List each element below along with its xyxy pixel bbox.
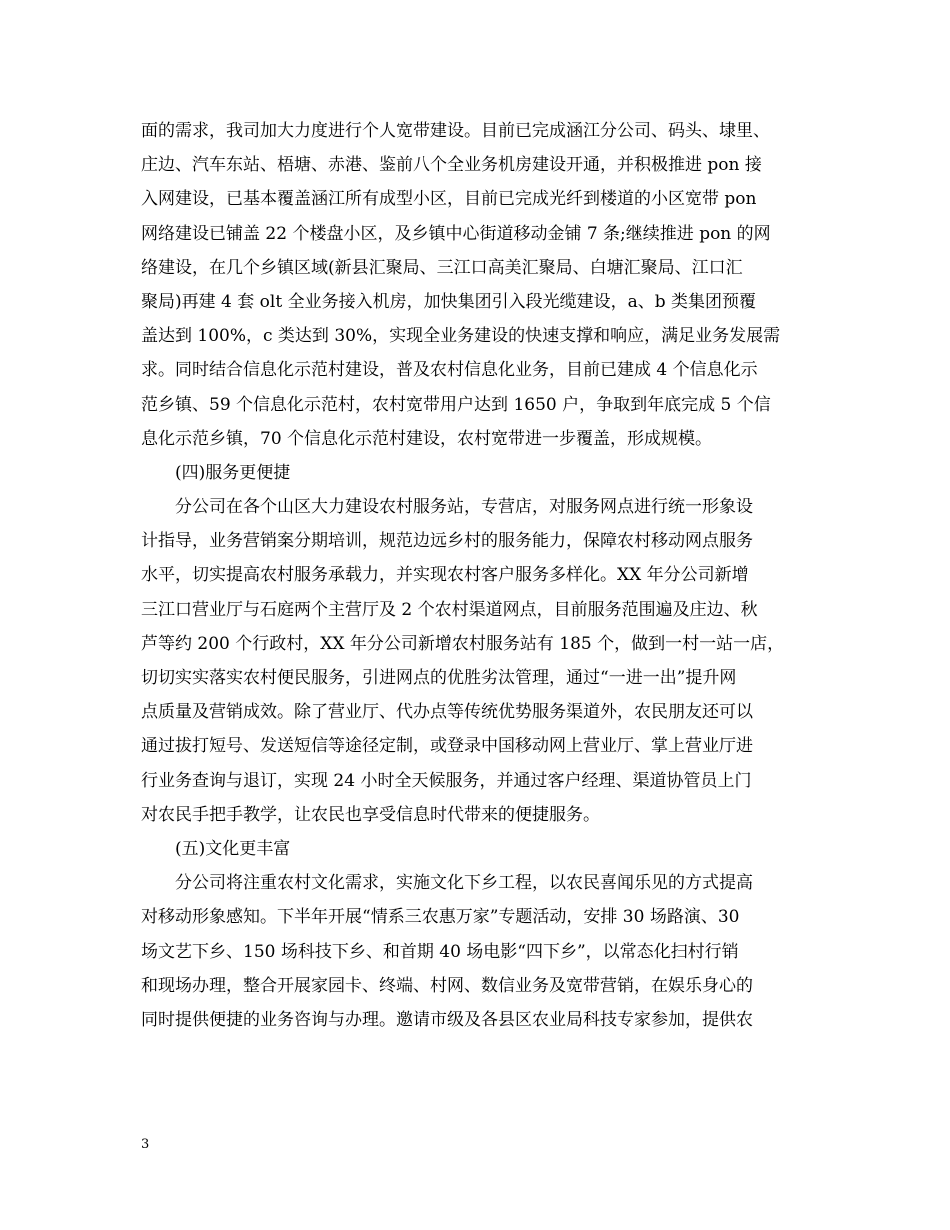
text-line: 三江口营业厅与石庭两个主营厅及 2 个农村渠道网点，目前服务范围遍及庄边、秋 [141,599,758,620]
text-line: 盖达到 100%，c 类达到 30%，实现全业务建设的快速支撑和响应，满足业务发展需 [141,326,781,347]
text-line: 网络建设已铺盖 22 个楼盘小区，及乡镇中心街道移动金铺 7 条;继续推进 pon 的网 [141,223,771,244]
text-line: 络建设，在几个乡镇区域(新县汇聚局、三江口高美汇聚局、白塘汇聚局、江口汇 [141,257,743,278]
text-line: 对移动形象感知。下半年开展“情系三农惠万家”专题活动，安排 30 场路演、30 [141,907,740,928]
text-line: 行业务查询与退订，实现 24 小时全天候服务，并通过客户经理、渠道协管员上门 [141,770,752,791]
text-line: 分公司将注重农村文化需求，实施文化下乡工程，以农民喜闻乐见的方式提高 [141,873,753,894]
body-text [141,114,813,1037]
text-line: 计指导，业务营销案分期培训，规范边远乡村的服务能力，保障农村移动网点服务 [141,531,753,552]
text-line: 分公司在各个山区大力建设农村服务站，专营店，对服务网点进行统一形象设 [141,497,753,518]
text-line: 场文艺下乡、150 场科技下乡、和首期 40 场电影“四下乡”，以常态化扫村行销 [141,941,739,962]
text-line: 切切实实落实农村便民服务，引进网点的优胜劣汰管理，通过“一进一出”提升网 [141,668,737,688]
text-line: 同时提供便捷的业务咨询与办理。邀请市级及各县区农业局科技专家参加，提供农 [141,1009,753,1030]
text-line: 芦等约 200 个行政村，XX 年分公司新增农村服务站有 185 个，做到一村一站一店， [141,633,785,654]
text-line: 息化示范乡镇，70 个信息化示范村建设，农村宽带进一步覆盖，形成规模。 [141,428,713,449]
page-number: 3 [141,1137,150,1152]
text-line: 面的需求，我司加大力度进行个人宽带建设。目前已完成涵江分公司、码头、埭里、 [141,121,770,141]
section-heading: (四)服务更便捷 [175,462,291,483]
text-line: 和现场办理，整合开展家园卡、终端、村网、数信业务及宽带营销，在娱乐身心的 [141,975,753,996]
text-line: 庄边、汽车东站、梧塘、赤港、鉴前八个全业务机房建设开通，并积极推进 pon 接 [141,155,762,176]
section-heading: (五)文化更丰富 [175,838,291,859]
text-line: 求。同时结合信息化示范村建设，普及农村信息化业务，目前已建成 4 个信息化示 [141,360,758,381]
text-line: 对农民手把手教学，让农民也享受信息时代带来的便捷服务。 [141,804,600,825]
text-line: 聚局)再建 4 套 olt 全业务接入机房，加快集团引入段光缆建设，a、b 类集团预覆 [141,291,756,312]
text-line: 水平，切实提高农村服务承载力，并实现农村客户服务多样化。XX 年分公司新增 [141,565,749,586]
text-line: 入网建设，已基本覆盖涵江所有成型小区，目前已完成光纤到楼道的小区宽带 pon [141,189,757,210]
text-line: 通过拔打短号、发送短信等途径定制，或登录中国移动网上营业厅、掌上营业厅进 [141,736,753,757]
text-line: 点质量及营销成效。除了营业厅、代办点等传统优势服务渠道外，农民朋友还可以 [141,702,753,723]
text-line: 范乡镇、59 个信息化示范村，农村宽带用户达到 1650 户，争取到年底完成 5 个信 [141,394,771,415]
